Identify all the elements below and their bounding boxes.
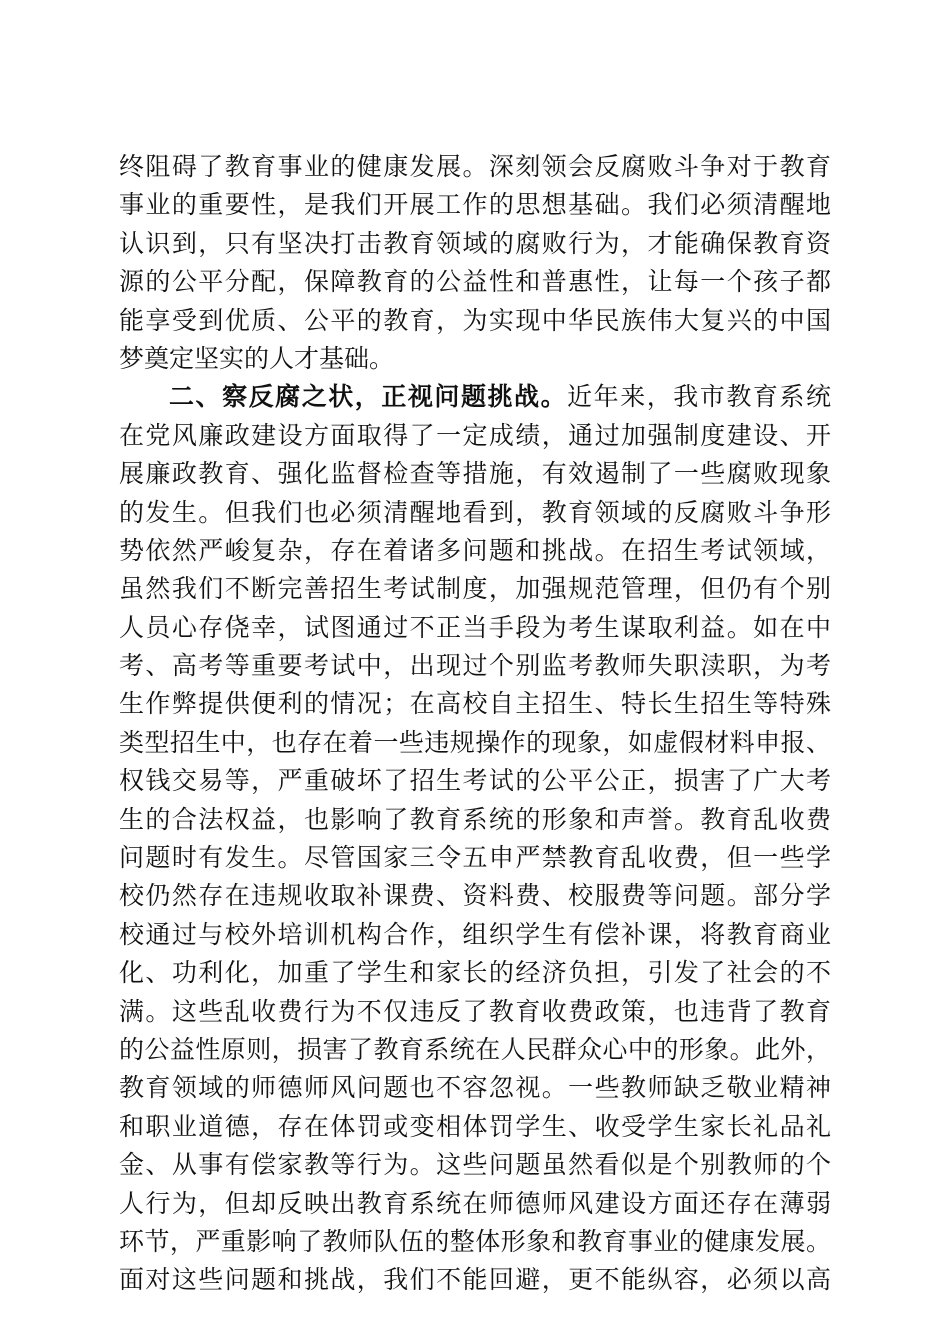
text-line: 虽然我们不断完善招生考试制度，加强规范管理，但仍有个别 — [119, 574, 831, 604]
text-line: 展廉政教育、强化监督检查等措施，有效遏制了一些腐败现象 — [119, 459, 831, 489]
text-line: 校通过与校外培训机构合作，组织学生有偿补课，将教育商业 — [119, 919, 831, 949]
text-line: 源的公平分配，保障教育的公益性和普惠性，让每一个孩子都 — [119, 267, 831, 297]
text-line: 生的合法权益，也影响了教育系统的形象和声誉。教育乱收费 — [119, 804, 831, 834]
text-line: 类型招生中，也存在着一些违规操作的现象，如虚假材料申报、 — [119, 727, 831, 757]
section-2-paragraph — [119, 378, 831, 1299]
text-line: 化、功利化，加重了学生和家长的经济负担，引发了社会的不 — [119, 958, 831, 988]
text-line: 人行为，但却反映出教育系统在师德师风建设方面还存在薄弱 — [119, 1188, 831, 1218]
text-line: 面对这些问题和挑战，我们不能回避，更不能纵容，必须以高 — [119, 1265, 831, 1295]
text-line: 满。这些乱收费行为不仅违反了教育收费政策，也违背了教育 — [119, 996, 831, 1026]
text-line: 势依然严峻复杂，存在着诸多问题和挑战。在招生考试领域， — [119, 535, 831, 565]
text-line: 问题时有发生。尽管国家三令五申严禁教育乱收费，但一些学 — [119, 843, 831, 873]
text-line: 终阻碍了教育事业的健康发展。深刻领会反腐败斗争对于教育 — [119, 152, 831, 181]
text-line: 在党风廉政建设方面取得了一定成绩，通过加强制度建设、开 — [119, 420, 831, 450]
document-page — [119, 148, 831, 1300]
text-line: 的公益性原则，损害了教育系统在人民群众心中的形象。此外， — [119, 1034, 831, 1064]
text-line: 的发生。但我们也必须清醒地看到，教育领域的反腐败斗争形 — [119, 497, 831, 527]
section-heading-line — [119, 378, 831, 416]
text-line: 校仍然存在违规收取补课费、资料费、校服费等问题。部分学 — [119, 881, 831, 911]
text-line: 梦奠定坚实的人才基础。 — [119, 343, 395, 373]
text-line: 能享受到优质、公平的教育，为实现中华民族伟大复兴的中国 — [119, 305, 831, 335]
text-line: 生作弊提供便利的情况；在高校自主招生、特长生招生等特殊 — [119, 689, 831, 719]
text-line: 教育领域的师德师风问题也不容忽视。一些教师缺乏敬业精神 — [119, 1073, 831, 1103]
text-line: 考、高考等重要考试中，出现过个别监考教师失职渎职，为考 — [119, 651, 831, 681]
text-line: 认识到，只有坚决打击教育领域的腐败行为，才能确保教育资 — [119, 228, 831, 258]
text-line: 金、从事有偿家教等行为。这些问题虽然看似是个别教师的个 — [119, 1150, 831, 1180]
section-heading: 二、察反腐之状，正视问题挑战。 — [169, 382, 568, 412]
text-line: 和职业道德，存在体罚或变相体罚学生、收受学生家长礼品礼 — [119, 1111, 831, 1141]
text-line: 权钱交易等，严重破坏了招生考试的公平公正，损害了广大考 — [119, 766, 831, 796]
text-line: 事业的重要性，是我们开展工作的思想基础。我们必须清醒地 — [119, 190, 831, 220]
heading-line-text: 近年来，我市教育系统 — [567, 382, 831, 412]
paragraph-1 — [119, 148, 831, 378]
text-line: 环节，严重影响了教师队伍的整体形象和教育事业的健康发展。 — [119, 1226, 831, 1256]
text-line: 人员心存侥幸，试图通过不正当手段为考生谋取利益。如在中 — [119, 612, 831, 642]
